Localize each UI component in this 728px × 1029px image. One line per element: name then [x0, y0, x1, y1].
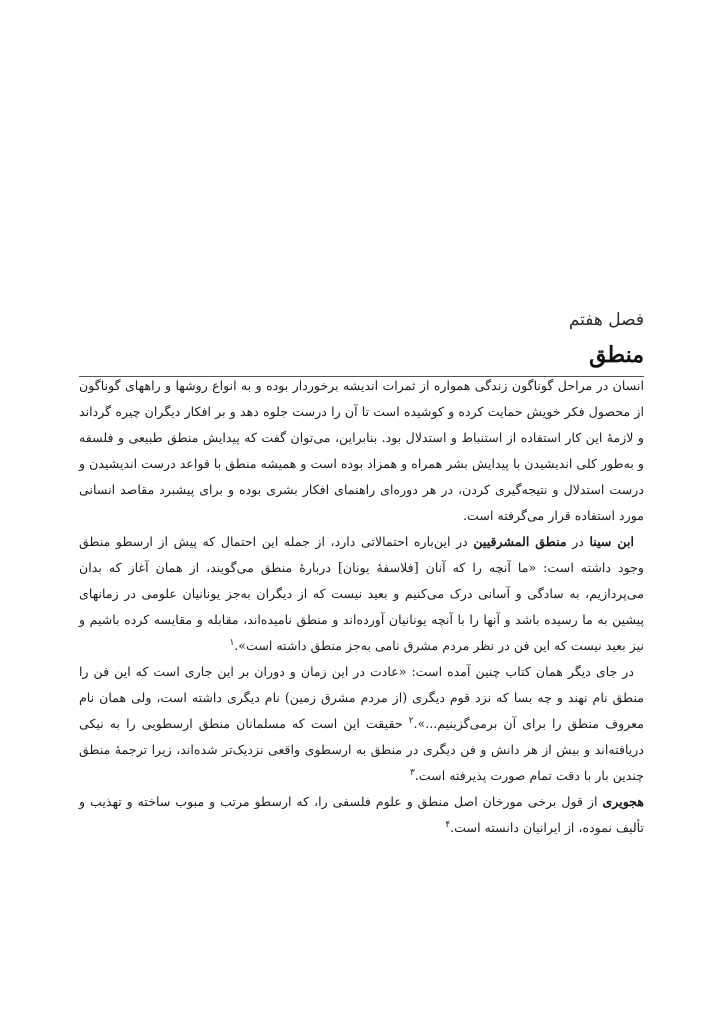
paragraph-3-text: در جای دیگر همان کتاب چنین آمده است: «عادت در این زمان و دوران بر این جاری است که این فن را منطق نام نهند و چه بسا که نزد قوم دیگری (از مردم مشرق زمین) نام دیگری داشته است، ولی همان نام معروف منطق را برای آن برمی‌گزینیم...».	[79, 664, 644, 731]
paragraph-1: انسان در مراحل گوناگون زندگی همواره از ثمرات اندیشه برخوردار بوده و به انواع روشها و راههای گوناگون از محصول فکر خویش حمایت کرده و کوشیده است تا آن را درست جلوه دهد و بر افکار دیگران چیره گرداند و لازمهٔ این کار استفاده از استنباط و استدلال بود. بنابراین، می‌توان گفت که پیدایش منطق طبیعی و فلسفه و به‌طور کلی اندیشیدن با پیدایش بشر همراه و همزاد بوده است و همیشه منطق با قواعد درست اندیشیدن و درست استدلال و نتیجه‌گیری کردن، در هر دوره‌ای راهنمای افکار بشری بوده و برای پیشبرد مقاصد انسانی مورد استفاده قرار می‌گرفته است.	[79, 378, 644, 523]
body-text	[79, 373, 644, 841]
chapter-header	[79, 308, 644, 377]
paragraph-3-text-continued: حقیقت این است که مسلمانان منطق ارسطویی را به نیکی دریافته‌اند و بیش از هر دانش و فن دیگری در منطق به ارسطوی واقعی نزدیک‌تر شده‌اند، زیرا ترجمهٔ منطق چندین بار با دقت تمام صورت پذیرفته است.	[79, 716, 644, 783]
paragraph-4-text: از قول برخی مورخان اصل منطق و علوم فلسفی را، که ارسطو مرتب و مبوب ساخته و تهذیب و تألیف نموده، از ایرانیان دانسته است.	[79, 794, 644, 835]
footnote-marker: ۲	[408, 715, 414, 726]
person-name-ibn-sina: ابن سینا	[589, 534, 634, 549]
footnote-marker: ۳	[409, 767, 415, 778]
footnote-marker: ۴	[445, 819, 451, 830]
paragraph-2-text: در این‌باره احتمالاتی دارد، از جمله این احتمال که پیش از ارسطو منطق وجود داشته است: «ما آنچه را که آنان [فلاسفهٔ یونان] دربارهٔ منطق می‌گویند، از همان آغاز که بدان می‌پردازیم، به سادگی و آسانی درک می‌کنیم و بعید نیست که از دیگران به‌جز یونانیان علومی در زمانهای پیشین به ما رسیده باشد و آنها را با آنچه یونانیان آورده‌اند و منطق نامیده‌اند، مقابله و مقایسه کرده باشیم و نیز بعید نیست که این فن در نظر مردم مشرق نامی به‌جز منطق داشته است».	[79, 534, 644, 653]
paragraph-4	[79, 789, 644, 841]
chapter-title: منطق	[589, 342, 644, 368]
footnote-marker: ۱	[229, 637, 235, 648]
chapter-label: فصل هفتم	[568, 310, 644, 330]
paragraph-2	[79, 529, 644, 659]
person-name-hujviri: هجویری	[602, 794, 644, 809]
paragraph-2-connector: در	[566, 534, 590, 549]
book-title: منطق المشرقیین	[473, 534, 567, 549]
paragraph-3	[79, 659, 644, 789]
